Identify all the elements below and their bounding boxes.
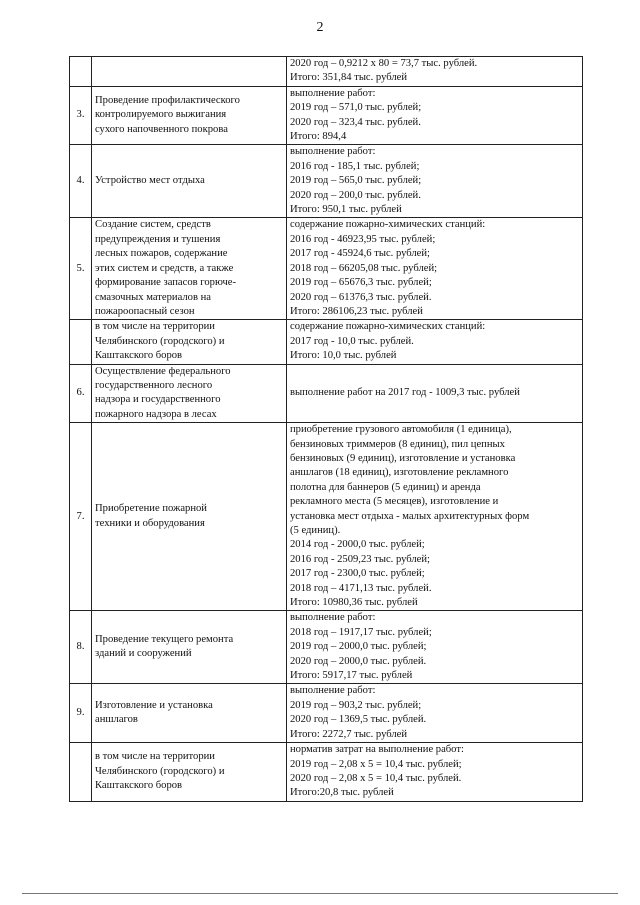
measure-cost-line: аншлагов (18 единиц), изготовление рекламного (290, 467, 509, 479)
measure-cost-line: Итого: 351,84 тыс. рублей (290, 72, 408, 84)
measure-name-line: этих систем и средств, а также (95, 262, 234, 274)
measure-name-line: Челябинского (городского) и (95, 335, 225, 347)
measure-cost-line: Итого: 5917,17 тыс. рублей (290, 670, 413, 682)
measure-name-line: Каштакского боров (95, 350, 183, 362)
measure-cost-cell (287, 218, 583, 320)
measure-name-line: пожароопасный сезон (95, 305, 195, 317)
measure-cost-line: Итого:20,8 тыс. рублей (290, 787, 394, 799)
measure-cost-line: выполнение работ: (290, 146, 376, 158)
measure-name-cell (92, 423, 287, 611)
row-number (70, 57, 92, 87)
measure-name-line: лесных пожаров, содержание (95, 248, 228, 260)
measure-cost-line: 2019 год – 903,2 тыс. рублей; (290, 699, 422, 711)
measure-cost-line: 2019 год – 2,08 х 5 = 10,4 тыс. рублей; (290, 758, 462, 770)
table-row (70, 743, 583, 802)
table-body (70, 57, 583, 802)
row-number: 3. (70, 86, 92, 145)
measure-cost-cell (287, 57, 583, 87)
measure-name-line: Осуществление федерального (95, 365, 231, 377)
measure-cost-cell (287, 684, 583, 743)
measure-name-line: Проведение профилактического (95, 95, 240, 107)
measure-name-cell (92, 364, 287, 423)
measure-cost-line: 2019 год – 65676,3 тыс. рублей; (290, 277, 432, 289)
measure-cost-line: 2016 год - 2509,23 тыс. рублей; (290, 553, 430, 565)
measure-cost-line: содержание пожарно-химических станций: (290, 321, 486, 333)
measures-table (69, 56, 583, 802)
measure-cost-cell (287, 145, 583, 218)
measure-cost-line: Итого: 10,0 тыс. рублей (290, 350, 397, 362)
measure-name-line: в том числе на территории (95, 751, 215, 763)
measure-name-line: Проведение текущего ремонта (95, 634, 234, 646)
measure-name-cell (92, 145, 287, 218)
bottom-rule (22, 893, 618, 894)
row-number: 5. (70, 218, 92, 320)
measure-cost-line: рекламного места (5 месяцев), изготовление и (290, 496, 499, 508)
measure-name-line: надзора и государственного (95, 394, 221, 406)
measure-name-line: смазочных материалов на (95, 291, 211, 303)
row-number: 8. (70, 611, 92, 684)
measure-cost-line: 2017 год - 45924,6 тыс. рублей; (290, 248, 430, 260)
table-row (70, 423, 583, 611)
measure-name-line: техники и оборудования (95, 517, 205, 529)
measure-name-cell (92, 611, 287, 684)
measure-cost-line: норматив затрат на выполнение работ: (290, 744, 464, 756)
measure-name-cell (92, 218, 287, 320)
measure-cost-line: 2019 год – 571,0 тыс. рублей; (290, 102, 422, 114)
measure-cost-line: 2019 год – 565,0 тыс. рублей; (290, 175, 422, 187)
measure-cost-line: 2016 год - 185,1 тыс. рублей; (290, 160, 420, 172)
measure-cost-line: выполнение работ на 2017 год - 1009,3 тыс. рублей (290, 387, 520, 399)
measure-cost-line: 2014 год - 2000,0 тыс. рублей; (290, 539, 425, 551)
measure-cost-line: Итого: 10980,36 тыс. рублей (290, 597, 418, 609)
row-number: 6. (70, 364, 92, 423)
measure-name-line: аншлагов (95, 714, 138, 726)
measure-cost-line: 2020 год – 1369,5 тыс. рублей. (290, 714, 427, 726)
table-row (70, 320, 583, 364)
row-number (70, 743, 92, 802)
measure-cost-cell (287, 743, 583, 802)
measure-cost-line: 2020 год – 2000,0 тыс. рублей. (290, 655, 427, 667)
measure-name-line: контролируемого выжигания (95, 109, 227, 121)
table-row (70, 86, 583, 145)
table-row (70, 218, 583, 320)
measure-name-line: предупреждения и тушения (95, 233, 221, 245)
measure-cost-cell (287, 86, 583, 145)
measure-cost-line: 2018 год – 66205,08 тыс. рублей; (290, 262, 438, 274)
row-number (70, 320, 92, 364)
measure-cost-cell (287, 611, 583, 684)
measure-cost-line: 2020 год – 323,4 тыс. рублей. (290, 116, 421, 128)
measure-cost-line: 2019 год – 2000,0 тыс. рублей; (290, 641, 427, 653)
page-number: 2 (316, 20, 324, 35)
measure-cost-line: 2020 год – 0,9212 х 80 = 73,7 тыс. рублей. (290, 58, 478, 69)
measure-cost-line: бензиновых (9 единиц), изготовление и установка (290, 452, 516, 464)
measure-name-line: зданий и сооружений (95, 648, 192, 660)
measure-cost-line: Итого: 286106,23 тыс. рублей (290, 305, 423, 317)
table-row (70, 145, 583, 218)
measure-name-line: государственного лесного (95, 379, 213, 391)
measure-name-line: пожарного надзора в лесах (95, 408, 217, 420)
measure-cost-cell (287, 364, 583, 423)
measure-cost-line: (5 единиц). (290, 525, 341, 536)
measure-cost-line: выполнение работ: (290, 87, 376, 99)
measure-cost-line: выполнение работ: (290, 612, 376, 624)
row-number: 4. (70, 145, 92, 218)
measure-cost-line: 2020 год – 61376,3 тыс. рублей. (290, 291, 432, 303)
measure-cost-line: выполнение работ: (290, 685, 376, 697)
measure-name-line: формирование запасов горюче- (95, 277, 237, 289)
measure-name-cell (92, 743, 287, 802)
measure-cost-line: полотна для баннеров (5 единиц) и аренда (290, 481, 481, 493)
measure-cost-line: Итого: 2272,7 тыс. рублей (290, 728, 408, 740)
table-row (70, 364, 583, 423)
measure-cost-line: 2018 год – 1917,17 тыс. рублей; (290, 626, 432, 638)
measure-name-cell (92, 684, 287, 743)
measure-name-line: Создание систем, средств (95, 219, 211, 231)
measure-name-cell (92, 320, 287, 364)
measure-cost-line: приобретение грузового автомобиля (1 единица), (290, 424, 512, 436)
measure-cost-line: установка мест отдыха - малых архитектурных форм (290, 510, 530, 522)
table-row (70, 57, 583, 87)
measure-cost-line: содержание пожарно-химических станций: (290, 219, 486, 231)
measure-cost-line: 2018 год – 4171,13 тыс. рублей. (290, 582, 432, 594)
measure-name-line: Устройство мест отдыха (95, 175, 205, 187)
measure-cost-line: 2017 год - 2300,0 тыс. рублей; (290, 568, 425, 580)
measure-name-line: Челябинского (городского) и (95, 765, 225, 777)
measure-name-line: Каштакского боров (95, 780, 183, 792)
measure-cost-line: 2017 год - 10,0 тыс. рублей. (290, 335, 414, 347)
table-row (70, 611, 583, 684)
measure-cost-line: Итого: 950,1 тыс. рублей (290, 204, 402, 216)
row-number: 7. (70, 423, 92, 611)
measure-cost-cell (287, 320, 583, 364)
measure-name-line: в том числе на территории (95, 321, 215, 333)
measure-name-line: сухого напочвенного покрова (95, 123, 228, 135)
measure-cost-cell (287, 423, 583, 611)
measure-cost-line: бензиновых триммеров (8 единиц), пил цепных (290, 438, 505, 450)
row-number: 9. (70, 684, 92, 743)
table-row (70, 684, 583, 743)
measure-name-line: Приобретение пожарной (95, 503, 207, 515)
measure-cost-line: 2016 год - 46923,95 тыс. рублей; (290, 233, 436, 245)
measure-name-cell (92, 57, 287, 87)
measure-name-cell (92, 86, 287, 145)
measure-name-line: Изготовление и установка (95, 699, 213, 711)
measure-cost-line: 2020 год – 200,0 тыс. рублей. (290, 189, 421, 201)
measure-cost-line: 2020 год – 2,08 х 5 = 10,4 тыс. рублей. (290, 772, 462, 784)
measure-cost-line: Итого: 894,4 (290, 131, 347, 143)
